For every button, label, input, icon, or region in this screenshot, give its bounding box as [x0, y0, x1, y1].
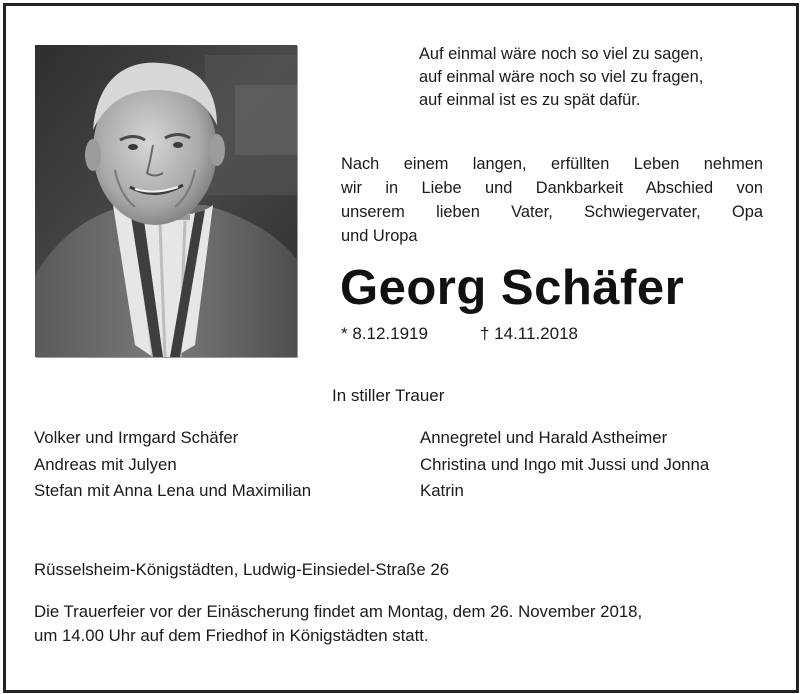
- funeral-line: um 14.00 Uhr auf dem Friedhof in Königstädten statt.: [34, 626, 429, 645]
- death-date: † 14.11.2018: [480, 324, 578, 343]
- poem-line: Auf einmal wäre noch so viel zu sagen,: [419, 45, 704, 63]
- family-member: Volker und Irmgard Schäfer: [34, 428, 239, 447]
- address: Rüsselsheim-Königstädten, Ludwig-Einsiedel-Straße 26: [34, 560, 450, 579]
- family-list-right: [420, 425, 709, 505]
- family-member: Katrin: [420, 481, 464, 500]
- birth-date: * 8.12.1919: [341, 324, 428, 343]
- intro-text: [341, 152, 763, 248]
- intro-line: Nach einem langen, erfüllten Leben nehmen: [341, 155, 763, 173]
- mourning-heading: In stiller Trauer: [332, 386, 445, 405]
- family-member: Stefan mit Anna Lena und Maximilian: [34, 481, 312, 500]
- poem: [419, 43, 764, 112]
- deceased-name: Georg Schäfer: [340, 261, 685, 315]
- intro-line: wir in Liebe und Dankbarkeit Abschied von: [341, 179, 763, 197]
- intro-line: unserem lieben Vater, Schwiegervater, Opa: [341, 203, 763, 221]
- family-list-left: [34, 425, 311, 505]
- intro-line: und Uropa: [341, 227, 418, 245]
- poem-line: auf einmal wäre noch so viel zu fragen,: [419, 68, 704, 86]
- family-member: Andreas mit Julyen: [34, 454, 177, 474]
- funeral-notice: [34, 600, 642, 648]
- funeral-line: Die Trauerfeier vor der Einäscherung findet am Montag, dem 26. November 2018,: [34, 602, 643, 621]
- family-member: Annegretel und Harald Astheimer: [420, 428, 668, 447]
- family-member: Christina und Ingo mit Jussi und Jonna: [420, 454, 710, 474]
- portrait-photo: [35, 45, 297, 357]
- poem-line: auf einmal ist es zu spät dafür.: [419, 91, 641, 109]
